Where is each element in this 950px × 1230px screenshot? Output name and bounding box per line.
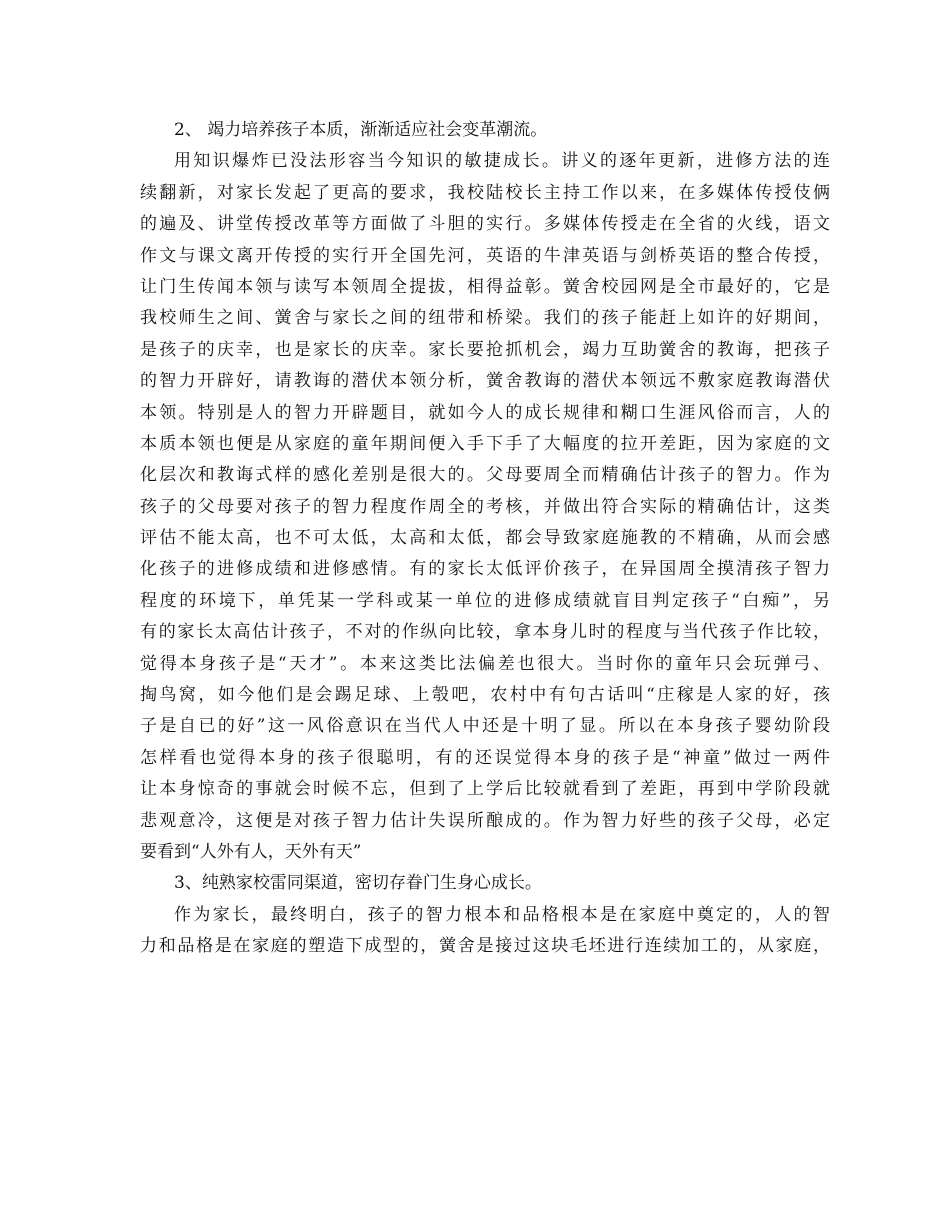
text-line: 本质本领也便是从家庭的童年期间便入手下手了大幅度的拉开差距，因为家庭的文 bbox=[140, 433, 830, 454]
text-line: 怎样看也觉得本身的孩子很聪明，有的还误觉得本身的孩子是“神童”做过一两件 bbox=[140, 747, 830, 768]
text-line: 程度的环境下，单凭某一学科或某一单位的进修成绩就盲目判定孩子“白痴”，另 bbox=[140, 590, 830, 611]
text-line: 让门生传闻本领与读写本领周全提拔，相得益彰。黉舍校园网是全市最好的，它是 bbox=[140, 276, 830, 297]
text-line: 的智力开辟好，请教诲的潜伏本领分析，黉舍教诲的潜伏本领远不敷家庭教诲潜伏 bbox=[140, 371, 830, 392]
text-line: 孩子的父母要对孩子的智力程度作周全的考核，并做出符合实际的精确估计，这类 bbox=[140, 496, 830, 517]
document-body bbox=[140, 115, 830, 963]
text-line: 悲观意冷，这便是对孩子智力估计失误所酿成的。作为智力好些的孩子父母，必定 bbox=[140, 810, 830, 831]
text-line: 掏鸟窝，如今他们是会踢足球、上彀吧，农村中有句古话叫“庄稼是人家的好，孩 bbox=[140, 685, 830, 706]
text-line: 2、 竭力培养孩子本质，渐渐适应社会变革潮流。 bbox=[174, 120, 548, 140]
text-line: 续翻新，对家长发起了更高的要求，我校陆校长主持工作以来，在多媒体传授伎俩 bbox=[140, 182, 830, 203]
text-line: 有的家长太高估计孩子，不对的作纵向比较，拿本身儿时的程度与当代孩子作比较， bbox=[140, 622, 830, 643]
text-line: 作文与课文离开传授的实行开全国先河，英语的牛津英语与剑桥英语的整合传授， bbox=[140, 245, 830, 266]
text-line: 作为家长，最终明白，孩子的智力根本和品格根本是在家庭中奠定的，人的智 bbox=[174, 904, 830, 925]
text-line: 化孩子的进修成绩和进修感情。有的家长太低评价孩子，在异国周全摸清孩子智力 bbox=[140, 559, 830, 580]
text-line: 用知识爆炸已没法形容当今知识的敏捷成长。讲义的逐年更新，进修方法的连 bbox=[174, 151, 830, 172]
text-line: 子是自已的好”这一风俗意识在当代人中还是十明了显。所以在本身孩子婴幼阶段 bbox=[140, 716, 830, 737]
text-line: 化层次和教诲式样的感化差别是很大的。父母要周全而精确估计孩子的智力。作为 bbox=[140, 465, 830, 486]
text-line: 我校师生之间、黉舍与家长之间的纽带和桥梁。我们的孩子能赶上如许的好期间， bbox=[140, 308, 830, 329]
text-line: 要看到“人外有人，天外有天” bbox=[140, 841, 362, 862]
text-line: 本领。特别是人的智力开辟题目，就如今人的成长规律和糊口生涯风俗而言，人的 bbox=[140, 402, 830, 423]
text-line: 的遍及、讲堂传授改革等方面做了斗胆的实行。多媒体传授走在全省的火线，语文 bbox=[140, 214, 830, 235]
text-line: 让本身惊奇的事就会时候不忘，但到了上学后比较就看到了差距，再到中学阶段就 bbox=[140, 779, 830, 800]
text-line: 评估不能太高，也不可太低，太高和太低，都会导致家庭施教的不精确，从而会感 bbox=[140, 528, 830, 549]
text-line: 力和品格是在家庭的塑造下成型的，黉舍是接过这块毛坯进行连续加工的，从家庭， bbox=[140, 936, 830, 957]
text-line: 是孩子的庆幸，也是家长的庆幸。家长要抢抓机会，竭力互助黉舍的教诲，把孩子 bbox=[140, 339, 830, 360]
text-line: 3、纯熟家校雷同渠道，密切存眷门生身心成长。 bbox=[174, 873, 542, 894]
text-line: 觉得本身孩子是“天才”。本来这类比法偏差也很大。当时你的童年只会玩弹弓、 bbox=[140, 653, 830, 674]
